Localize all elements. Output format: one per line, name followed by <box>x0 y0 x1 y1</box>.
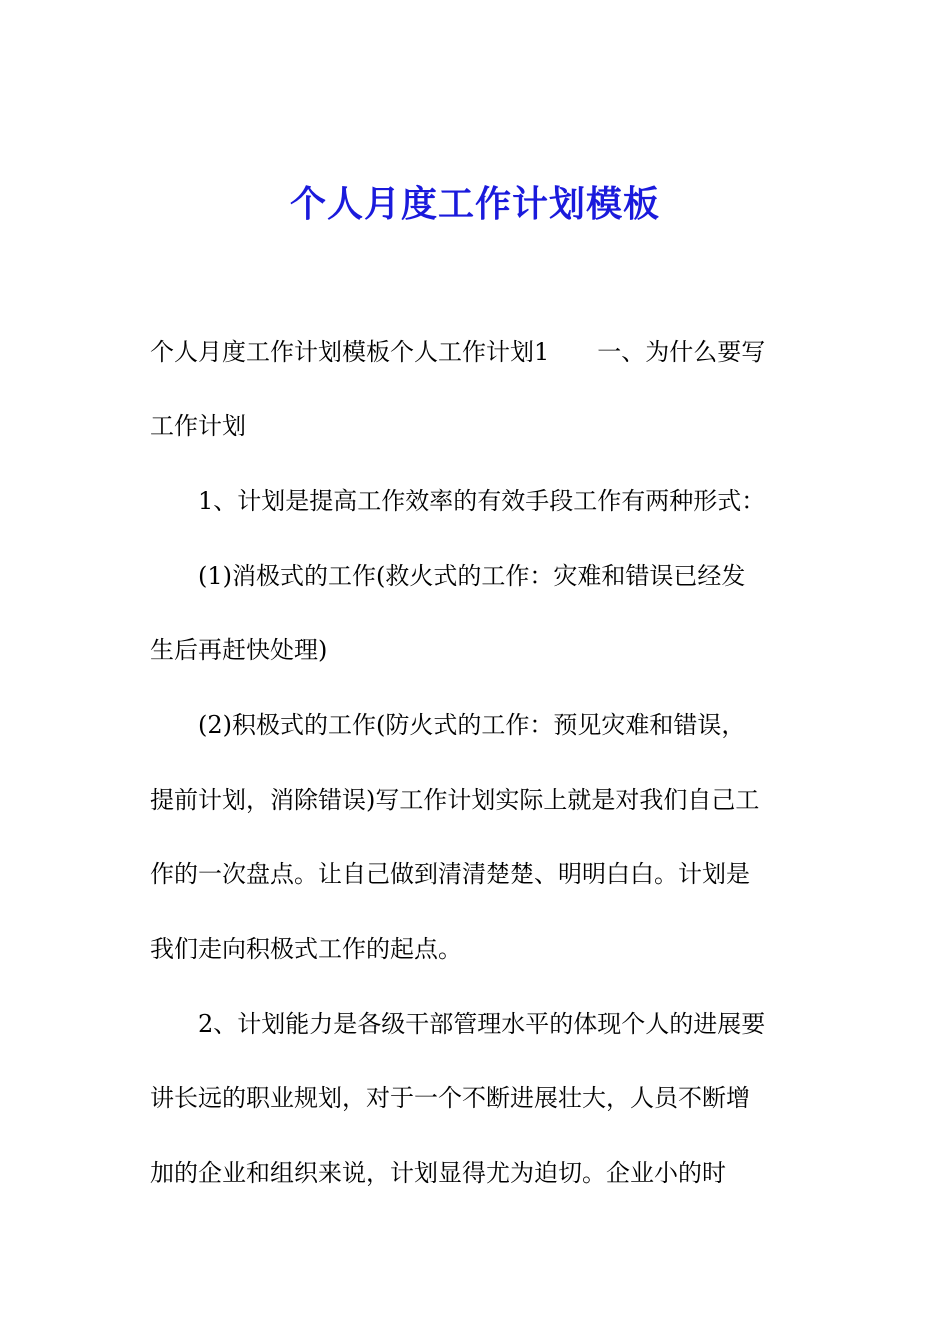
paragraph-line: 生后再赶快处理) <box>150 636 328 664</box>
paragraph-line: (1)消极式的工作(救火式的工作：灾难和错误已经发 <box>150 562 746 590</box>
paragraph-line: 讲长远的职业规划，对于一个不断进展壮大，人员不断增 <box>150 1084 750 1112</box>
paragraph-line: 作的一次盘点。让自己做到清清楚楚、明明白白。计划是 <box>150 860 750 888</box>
paragraph-line: 个人月度工作计划模板个人工作计划1 一、为什么要写 <box>150 338 766 366</box>
paragraph-line: 工作计划 <box>150 412 246 440</box>
paragraph-line: 提前计划，消除错误)写工作计划实际上就是对我们自己工 <box>150 786 760 814</box>
paragraph-line: 1、计划是提高工作效率的有效手段工作有两种形式： <box>150 487 766 515</box>
paragraph-line: 2、计划能力是各级干部管理水平的体现个人的进展要 <box>150 1010 766 1038</box>
paragraph-line: 加的企业和组织来说，计划显得尤为迫切。企业小的时 <box>150 1159 726 1187</box>
document-title: 个人月度工作计划模板 <box>289 183 660 225</box>
paragraph-line: 我们走向积极式工作的起点。 <box>150 935 462 963</box>
paragraph-line: (2)积极式的工作(防火式的工作：预见灾难和错误， <box>150 711 746 739</box>
